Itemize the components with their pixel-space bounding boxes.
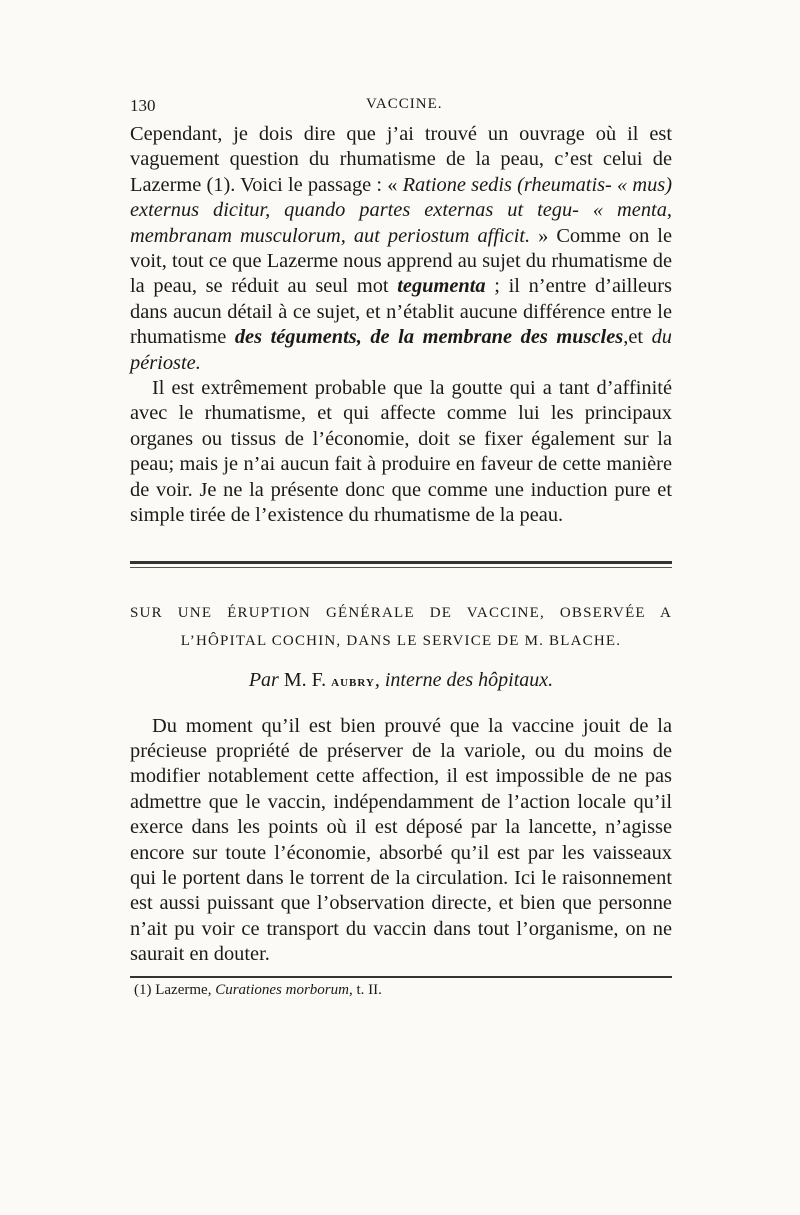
p1-latin-quote: Ratione sedis (rheumatis- « mus) externus dicitur, quando partes externas ut tegu- « menta, membranam musculorum, aut periostum afficit. [130, 173, 672, 247]
article-heading [130, 599, 672, 655]
byline [130, 669, 672, 692]
divider-thick [130, 561, 672, 564]
section-divider [130, 555, 672, 571]
p1-tegumenta: tegumenta [397, 275, 486, 298]
body-text [130, 122, 672, 529]
paragraph-1 [130, 122, 672, 376]
byline-author: AUBRY [331, 676, 375, 689]
divider-thin [130, 567, 672, 568]
heading-line-2: L’HÔPITAL COCHIN, DANS LE SERVICE DE M. BLACHE. [180, 632, 622, 649]
p1-text-c: ; il n’entre d’ailleurs dans aucun détail à ce sujet, et n’établit aucune différence entre le rhumatisme [130, 275, 672, 349]
article-paragraph-1: Du moment qu’il est bien prouvé que la vaccine jouit de la précieuse propriété de préserver de la variole, ou du moins de modifier notablement cette affection, il est impossible de ne pas admettre que le vaccin, indépendamment de l’action locale qu’il exerce dans les points où il est déposé par la lancette, n’agisse encore sur toute l’économie, absorbé qu’il est par les vaisseaux qui le portent dans le torrent de la circulation. Ici le raisonnement est aussi puissant que l’observation directe, et bien que personne n’ait pu voir ce transport du vaccin dans tout l’organisme, on ne saurait en douter. [130, 714, 672, 966]
paragraph-2: Il est extrêmement probable que la goutte qui a tant d’affinité avec le rhumatisme, et qui affecte comme lui les principaux organes ou tissus de l’économie, doit se fixer également sur la peau; mais je n’ai aucun fait à produire en faveur de cette manière de voir. Je ne la présente donc que comme une induction pure et simple tirée de l’existence du rhumatisme de la peau. [130, 377, 672, 527]
footnote [130, 982, 672, 999]
p1-teguments: des téguments, de la membrane des muscles [234, 326, 624, 349]
heading-line-1: SUR UNE ÉRUPTION GÉNÉRALE DE VACCINE, OBSERVÉE A [130, 604, 672, 621]
p1-text-a: Cependant, je dois dire que j’ai trouvé un ouvrage où il est vaguement question du rhumatisme de la peau, c’est celui de Lazerme (1). Voici le passage : « [130, 123, 672, 196]
footnote-work: Curationes morborum [215, 981, 349, 998]
p1-text-d: ,et [623, 326, 652, 349]
page-number: 130 [130, 96, 156, 115]
article-body [130, 714, 672, 968]
running-title: VACCINE. [366, 96, 443, 112]
byline-role: , interne des hôpitaux. [374, 668, 554, 691]
byline-par: Par [248, 668, 279, 691]
p1-perioste: du périoste. [130, 326, 672, 374]
p1-text-b: » Comme on le voit, tout ce que Lazerme nous apprend au sujet du rhumatisme de la peau, se réduit au seul mot [130, 224, 672, 298]
footnote-loc: , t. II. [348, 981, 382, 998]
book-page [130, 96, 672, 999]
footnote-rule [130, 976, 672, 978]
byline-initials: M. F. [283, 668, 327, 691]
running-head [130, 96, 672, 122]
footnote-mark: (1) Lazerme, [134, 981, 216, 998]
